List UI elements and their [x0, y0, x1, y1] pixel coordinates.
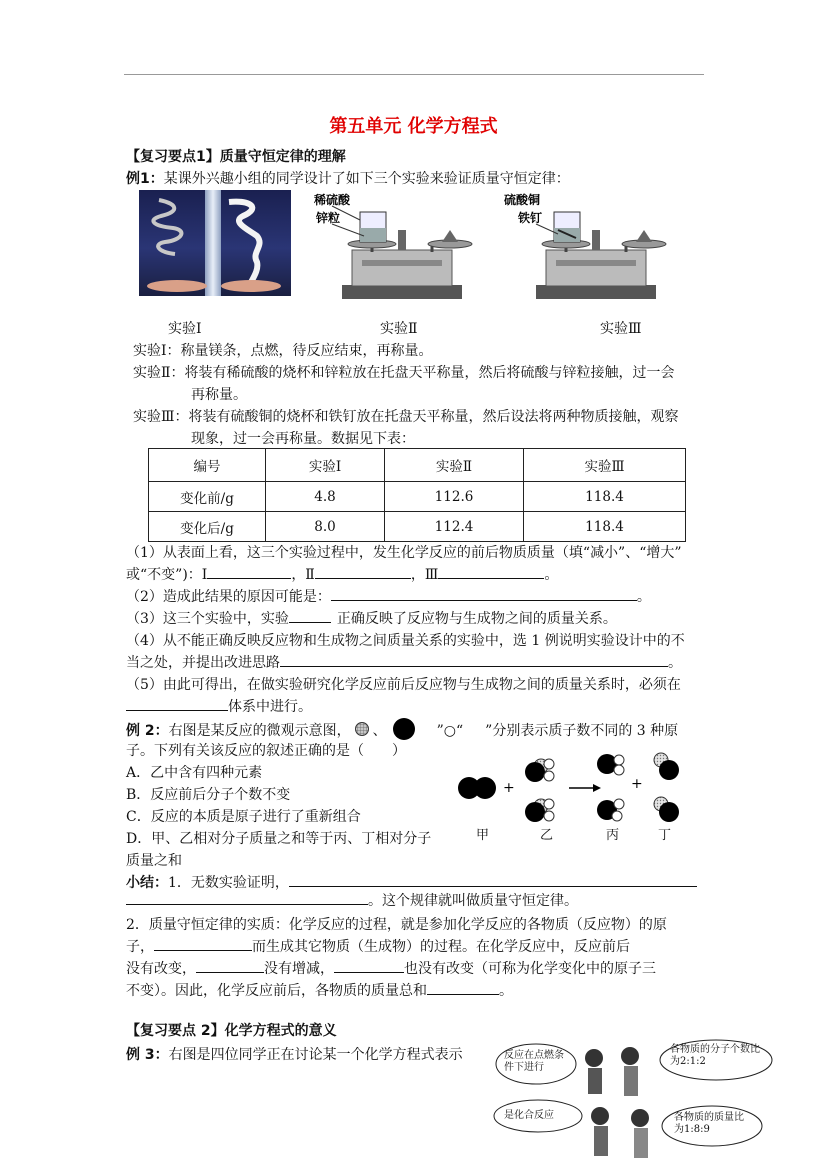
- example1-label: 例1：: [126, 171, 164, 187]
- answer-blank[interactable]: [207, 564, 291, 579]
- atom-black-icon: [393, 718, 415, 740]
- option-d: D．甲、乙相对分子质量之和等于丙、丁相对分子: [126, 831, 432, 847]
- summary-line1b: [126, 890, 578, 910]
- q1-text-d: 。: [544, 567, 559, 583]
- summary-s2-l4: [126, 980, 513, 1000]
- top-rule: [124, 74, 704, 75]
- option-d-cont: 质量之和: [126, 853, 182, 869]
- summary-label: 小结：: [126, 875, 168, 891]
- discussion-cartoon: [490, 1036, 780, 1164]
- option-b: B．反应前后分子个数不变: [126, 787, 291, 803]
- example2-line1: [126, 718, 678, 740]
- section1-title: 质量守恒定律的理解: [219, 149, 346, 165]
- q1-text-c: ，Ⅲ: [410, 567, 439, 583]
- example3-line: [126, 1044, 463, 1064]
- q3-line: [126, 608, 617, 628]
- summary-text-a: 1．无数实验证明，: [168, 875, 289, 891]
- table-cell: 118.4: [524, 512, 686, 542]
- answer-blank[interactable]: [280, 652, 668, 667]
- table-cell: 变化后/g: [149, 512, 266, 542]
- summary-s2-text-e: 也没有改变（可称为化学变化中的原子三: [404, 961, 656, 977]
- summary-s2-text-a: 子，: [126, 939, 154, 955]
- example2-text-c: ”○“: [436, 723, 464, 739]
- summary-s2-l1: 2．质量守恒定律的实质：化学反应的过程，就是参加化学反应的各物质（反应物）的原: [126, 917, 667, 933]
- answer-blank[interactable]: [331, 586, 637, 601]
- table-row: [149, 482, 686, 512]
- bubble-1: 反应在点燃条件下进行: [504, 1050, 564, 1073]
- exp2-desc-l2: 再称量。: [191, 387, 247, 403]
- caption-exp1: 实验Ⅰ: [168, 321, 202, 337]
- diagram-label-ding: 丁: [658, 828, 672, 843]
- q5-line1: （5）由此可得出，在做实验研究化学反应前后反应物与生成物之间的质量关系时，必须在: [126, 677, 681, 693]
- summary-line1: [126, 872, 697, 892]
- exp3-desc-l2: 现象，过一会再称量。数据见下表：: [191, 431, 415, 447]
- table-header: 编号: [149, 449, 266, 482]
- q4-line2: [126, 652, 682, 672]
- q2-line: [126, 586, 651, 606]
- answer-blank[interactable]: [154, 936, 252, 951]
- table-cell: 8.0: [266, 512, 385, 542]
- atom-dotted-icon: [355, 722, 369, 736]
- answer-blank[interactable]: [196, 958, 264, 973]
- exp2-desc-l1: 实验Ⅱ：将装有稀硫酸的烧杯和锌粒放在托盘天平称量，然后将硫酸与锌粒接触，过一会: [133, 365, 675, 381]
- summary-s2-text-d: 没有增减，: [264, 961, 334, 977]
- answer-blank[interactable]: [438, 564, 544, 579]
- experiment2-balance: [302, 190, 482, 305]
- table-cell: 118.4: [524, 482, 686, 512]
- q1-text-a: 或“不变”)：Ⅰ: [126, 567, 208, 583]
- answer-blank[interactable]: [126, 890, 368, 905]
- table-header: 实验Ⅲ: [524, 449, 686, 482]
- caption-exp2: 实验Ⅱ: [380, 321, 418, 337]
- data-table: [148, 448, 686, 542]
- example2-text-b: 、: [372, 723, 387, 739]
- caption-exp3: 实验Ⅲ: [600, 321, 642, 337]
- table-cell: 112.4: [385, 512, 524, 542]
- example2-label: 例 2：: [126, 723, 169, 739]
- section2-title: 化学方程式的意义: [224, 1023, 337, 1039]
- q3-text-b: 正确反映了反应物与生成物之间的质量关系。: [336, 611, 617, 627]
- experiment1-photo: [139, 190, 291, 296]
- summary-s2-text-c: 没有改变，: [126, 961, 196, 977]
- q4-text-a: 当之处，并提出改进思路: [126, 655, 280, 671]
- section1-heading: [126, 146, 346, 166]
- answer-blank[interactable]: [315, 564, 411, 579]
- summary-s2-text-f: 不变）。因此，化学反应前后，各物质的质量总和: [126, 983, 427, 999]
- exp1-desc: 实验Ⅰ：称量镁条，点燃，待反应结束，再称量。: [133, 343, 433, 359]
- q5-line2: [126, 696, 312, 716]
- table-cell: 4.8: [266, 482, 385, 512]
- example3-label: 例 3：: [126, 1047, 169, 1063]
- answer-blank[interactable]: [126, 696, 228, 711]
- example1-intro: [126, 168, 570, 188]
- summary-s2-l3: [126, 958, 656, 978]
- label-h2so4: 稀硫酸: [314, 193, 351, 207]
- answer-blank[interactable]: [289, 608, 331, 623]
- table-row: [149, 512, 686, 542]
- q4-line1: （4）从不能正确反映反应物和生成物之间质量关系的实验中，选 1 例说明实验设计中的不: [126, 633, 685, 649]
- q5-text: 体系中进行。: [228, 699, 312, 715]
- q4-text-b: 。: [668, 655, 682, 671]
- q1-text-b: ，Ⅱ: [291, 567, 315, 583]
- q3-text-a: （3）这三个实验中，实验: [126, 611, 289, 627]
- example2-text-a: 右图是某反应的微观示意图，: [168, 723, 351, 739]
- label-fe: 铁钉: [518, 211, 543, 225]
- table-cell: 变化前/g: [149, 482, 266, 512]
- example2-line2: 子。下列有关该反应的叙述正确的是（ ）: [126, 743, 406, 759]
- summary-s2-l2: [126, 936, 630, 956]
- summary-s2-text-b: 而生成其它物质（生成物）的过程。在化学反应中，反应前后: [252, 939, 630, 955]
- summary-s2-text-g: 。: [499, 983, 513, 999]
- page-title: 第五单元 化学方程式: [329, 116, 498, 137]
- q2-text-a: （2）造成此结果的原因可能是：: [126, 589, 331, 605]
- table-header: 实验Ⅱ: [385, 449, 524, 482]
- section2-tag: 【复习要点 2】: [126, 1023, 225, 1039]
- option-c: C．反应的本质是原子进行了重新组合: [126, 809, 361, 825]
- answer-blank[interactable]: [289, 872, 697, 887]
- example2-text-d: ”分别表示质子数不同的 3 种原: [485, 723, 679, 739]
- label-cuso4: 硫酸铜: [504, 193, 541, 207]
- table-cell: 112.6: [385, 482, 524, 512]
- table-header-row: [149, 449, 686, 482]
- summary-text-b: 。这个规律就叫做质量守恒定律。: [368, 893, 578, 909]
- answer-blank[interactable]: [334, 958, 404, 973]
- answer-blank[interactable]: [427, 980, 499, 995]
- diagram-label-yi: 乙: [540, 828, 554, 843]
- section2-heading: [126, 1020, 337, 1040]
- q1-line2: [126, 564, 558, 584]
- example3-text: 右图是四位同学正在讨论某一个化学方程式表示: [168, 1047, 463, 1063]
- bubble-4: 各物质的质量比为1:8:9: [674, 1112, 744, 1135]
- exp3-desc-l1: 实验Ⅲ：将装有硫酸铜的烧杯和铁钉放在托盘天平称量，然后设法将两种物质接触，观察: [133, 409, 679, 425]
- table-header: 实验Ⅰ: [266, 449, 385, 482]
- bubble-3: 是化合反应: [504, 1110, 554, 1121]
- experiment3-balance: [496, 190, 676, 305]
- diagram-label-jia: 甲: [476, 828, 490, 843]
- bubble-2: 各物质的分子个数比为2:1:2: [670, 1044, 760, 1067]
- svg-text:+: +: [631, 776, 643, 792]
- option-a: A．乙中含有四种元素: [126, 765, 263, 781]
- q1-line1: （1）从表面上看，这三个实验过程中，发生化学反应的前后物质质量（填“减小”、“增大”: [126, 545, 682, 561]
- example1-intro-text: 某课外兴趣小组的同学设计了如下三个实验来验证质量守恒定律：: [163, 171, 570, 187]
- section1-tag: 【复习要点1】: [126, 149, 220, 165]
- q2-text-b: 。: [636, 589, 651, 605]
- label-zn: 锌粒: [316, 211, 341, 225]
- svg-text:+: +: [503, 780, 515, 796]
- diagram-label-bing: 丙: [606, 828, 620, 843]
